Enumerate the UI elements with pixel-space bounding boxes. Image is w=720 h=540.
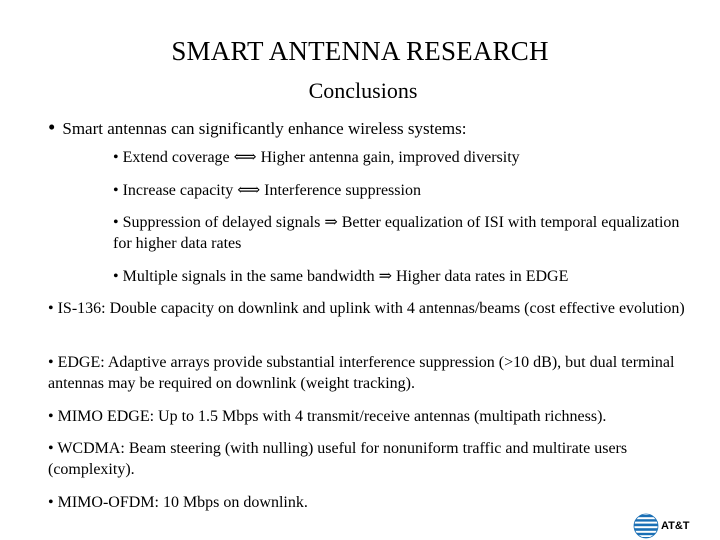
slide-title: SMART ANTENNA RESEARCH: [171, 36, 549, 66]
sub-item-delayed-signals: • Suppression of delayed signals ⇒ Better equalization of ISI with temporal equalization for higher data rates: [113, 214, 680, 252]
main-point-text: Smart antennas can significantly enhance wireless systems:: [62, 119, 467, 138]
item-mimo-edge: • MIMO EDGE: Up to 1.5 Mbps with 4 transmit/receive antennas (multipath richness).: [48, 408, 607, 425]
item-edge: • EDGE: Adaptive arrays provide substantial interference suppression (>10 dB), but dual terminal antennas may be required on downlink (weight tracking).: [48, 354, 675, 392]
att-logo-text: AT&T: [661, 520, 690, 532]
slide-subtitle: Conclusions: [308, 78, 418, 103]
main-point-bullet: •: [48, 115, 56, 139]
item-mimo-ofdm: • MIMO-OFDM: 10 Mbps on downlink.: [48, 494, 308, 511]
sub-item-capacity: • Increase capacity ⟺ Interference suppression: [113, 182, 421, 199]
sub-item-multiple-signals: • Multiple signals in the same bandwidth ⇒ Higher data rates in EDGE: [113, 268, 569, 285]
main-point: [48, 116, 466, 140]
sub-item-coverage: • Extend coverage ⟺ Higher antenna gain, improved diversity: [113, 149, 520, 166]
item-is136: • IS-136: Double capacity on downlink and uplink with 4 antennas/beams (cost effective evolution): [48, 300, 685, 317]
item-wcdma: • WCDMA: Beam steering (with nulling) useful for nonuniform traffic and multirate users (complexity).: [48, 440, 628, 478]
att-globe-icon: [633, 513, 659, 539]
att-logo: [633, 512, 690, 540]
